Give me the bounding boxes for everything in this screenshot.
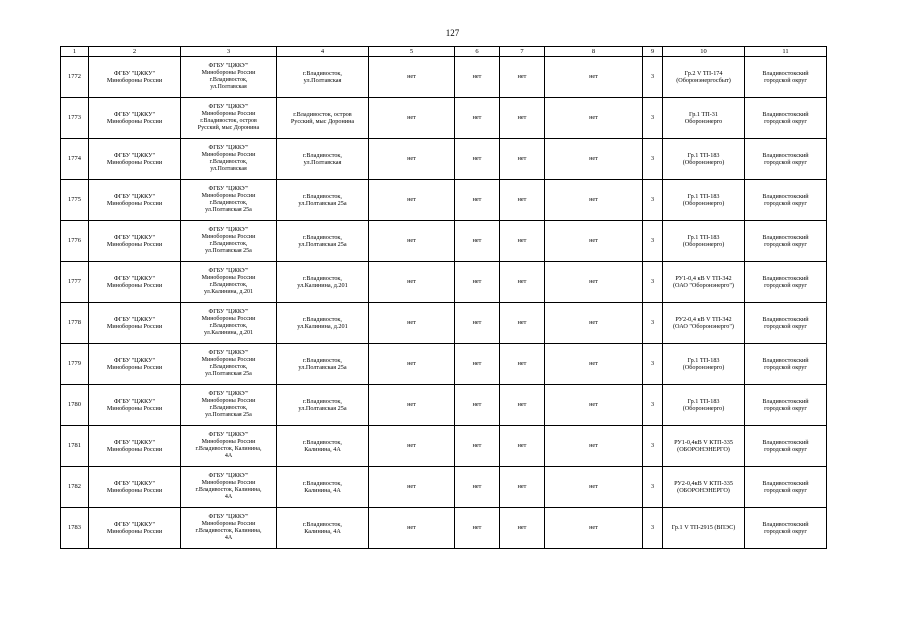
column-5-cell: нет xyxy=(369,303,455,344)
column-5-cell: нет xyxy=(369,508,455,549)
column-5-cell: нет xyxy=(369,57,455,98)
address-cell: г.Владивосток, ул.Полтавская 25а xyxy=(277,385,369,426)
column-5-cell: нет xyxy=(369,385,455,426)
address-cell: г.Владивосток, Калинина, 4А xyxy=(277,508,369,549)
column-header: 8 xyxy=(545,47,643,57)
column-7-cell: нет xyxy=(500,426,545,467)
organization-cell: ФГБУ "ЦЖКУ" Минобороны России г.Владивосток, ул.Калинина, д.201 xyxy=(181,262,277,303)
district-cell: Владивостокский городской округ xyxy=(745,385,827,426)
row-number-cell: 1774 xyxy=(61,139,89,180)
district-cell: Владивостокский городской округ xyxy=(745,221,827,262)
address-cell: г.Владивосток, ул.Полтавская xyxy=(277,139,369,180)
column-8-cell: нет xyxy=(545,262,643,303)
column-6-cell: нет xyxy=(455,139,500,180)
column-8-cell: нет xyxy=(545,98,643,139)
organization-cell: ФГБУ "ЦЖКУ" Минобороны России г.Владивосток, ул.Полтавская 25а xyxy=(181,385,277,426)
table-row xyxy=(61,344,827,385)
power-source-cell: Гр.1 ТП-183 (Оборонэнерго) xyxy=(663,344,745,385)
row-number-cell: 1780 xyxy=(61,385,89,426)
row-number-cell: 1776 xyxy=(61,221,89,262)
district-cell: Владивостокский городской округ xyxy=(745,139,827,180)
table-row xyxy=(61,426,827,467)
owner-cell: ФГБУ "ЦЖКУ" Минобороны России xyxy=(89,426,181,467)
column-6-cell: нет xyxy=(455,221,500,262)
column-5-cell: нет xyxy=(369,180,455,221)
data-table xyxy=(60,46,827,549)
district-cell: Владивостокский городской округ xyxy=(745,508,827,549)
column-8-cell: нет xyxy=(545,180,643,221)
column-5-cell: нет xyxy=(369,139,455,180)
column-header: 7 xyxy=(500,47,545,57)
table-row xyxy=(61,57,827,98)
column-8-cell: нет xyxy=(545,303,643,344)
column-7-cell: нет xyxy=(500,57,545,98)
organization-cell: ФГБУ "ЦЖКУ" Минобороны России г.Владивосток, ул.Полтавская 25а xyxy=(181,221,277,262)
column-5-cell: нет xyxy=(369,262,455,303)
row-number-cell: 1778 xyxy=(61,303,89,344)
district-cell: Владивостокский городской округ xyxy=(745,426,827,467)
power-source-cell: Гр.1 V ТП-2915 (ВПЭС) xyxy=(663,508,745,549)
category-cell: 3 xyxy=(643,262,663,303)
category-cell: 3 xyxy=(643,344,663,385)
column-7-cell: нет xyxy=(500,508,545,549)
organization-cell: ФГБУ "ЦЖКУ" Минобороны России г.Владивосток, ул.Полтавская xyxy=(181,139,277,180)
owner-cell: ФГБУ "ЦЖКУ" Минобороны России xyxy=(89,57,181,98)
column-5-cell: нет xyxy=(369,221,455,262)
district-cell: Владивостокский городской округ xyxy=(745,57,827,98)
column-header: 3 xyxy=(181,47,277,57)
address-cell: г.Владивосток, Калинина, 4А xyxy=(277,426,369,467)
table-row xyxy=(61,303,827,344)
organization-cell: ФГБУ "ЦЖКУ" Минобороны России г.Владивосток, Калинина, 4А xyxy=(181,426,277,467)
organization-cell: ФГБУ "ЦЖКУ" Минобороны России г.Владивосток, ул.Полтавская 25а xyxy=(181,344,277,385)
row-number-cell: 1777 xyxy=(61,262,89,303)
row-number-cell: 1783 xyxy=(61,508,89,549)
column-header: 6 xyxy=(455,47,500,57)
column-header: 5 xyxy=(369,47,455,57)
row-number-cell: 1773 xyxy=(61,98,89,139)
power-source-cell: Гр.1 ТП-183 (Оборонэнерго) xyxy=(663,221,745,262)
column-header: 1 xyxy=(61,47,89,57)
address-cell: г.Владивосток, остров Русский, мыс Доронина xyxy=(277,98,369,139)
table-row xyxy=(61,98,827,139)
power-source-cell: Гр.1 ТП-31 Оборонэнерго xyxy=(663,98,745,139)
table-row xyxy=(61,221,827,262)
column-header: 10 xyxy=(663,47,745,57)
table-row xyxy=(61,139,827,180)
owner-cell: ФГБУ "ЦЖКУ" Минобороны России xyxy=(89,303,181,344)
row-number-cell: 1781 xyxy=(61,426,89,467)
owner-cell: ФГБУ "ЦЖКУ" Минобороны России xyxy=(89,180,181,221)
column-8-cell: нет xyxy=(545,385,643,426)
column-header: 4 xyxy=(277,47,369,57)
address-cell: г.Владивосток, Калинина, 4А xyxy=(277,467,369,508)
owner-cell: ФГБУ "ЦЖКУ" Минобороны России xyxy=(89,344,181,385)
row-number-cell: 1775 xyxy=(61,180,89,221)
column-7-cell: нет xyxy=(500,180,545,221)
column-5-cell: нет xyxy=(369,98,455,139)
column-header: 2 xyxy=(89,47,181,57)
power-source-cell: РУ2-0,4кВ V КТП-335 (ОБОРОНЭНЕРГО) xyxy=(663,467,745,508)
category-cell: 3 xyxy=(643,303,663,344)
address-cell: г.Владивосток, ул.Полтавская 25а xyxy=(277,180,369,221)
column-5-cell: нет xyxy=(369,344,455,385)
owner-cell: ФГБУ "ЦЖКУ" Минобороны России xyxy=(89,98,181,139)
column-6-cell: нет xyxy=(455,303,500,344)
column-7-cell: нет xyxy=(500,467,545,508)
row-number-cell: 1782 xyxy=(61,467,89,508)
column-8-cell: нет xyxy=(545,426,643,467)
category-cell: 3 xyxy=(643,57,663,98)
column-8-cell: нет xyxy=(545,508,643,549)
column-6-cell: нет xyxy=(455,385,500,426)
organization-cell: ФГБУ "ЦЖКУ" Минобороны России г.Владивосток, ул.Калинина, д.201 xyxy=(181,303,277,344)
column-8-cell: нет xyxy=(545,57,643,98)
table-row xyxy=(61,467,827,508)
power-source-cell: Гр.1 ТП-183 (Оборонэнерго) xyxy=(663,139,745,180)
column-6-cell: нет xyxy=(455,508,500,549)
category-cell: 3 xyxy=(643,467,663,508)
row-number-cell: 1779 xyxy=(61,344,89,385)
header-row xyxy=(61,47,827,57)
owner-cell: ФГБУ "ЦЖКУ" Минобороны России xyxy=(89,385,181,426)
organization-cell: ФГБУ "ЦЖКУ" Минобороны России г.Владивосток, Калинина, 4А xyxy=(181,467,277,508)
table-row xyxy=(61,508,827,549)
column-header: 9 xyxy=(643,47,663,57)
owner-cell: ФГБУ "ЦЖКУ" Минобороны России xyxy=(89,221,181,262)
power-source-cell: Гр.2 V ТП-174 (Оборонэнергосбыт) xyxy=(663,57,745,98)
category-cell: 3 xyxy=(643,426,663,467)
district-cell: Владивостокский городской округ xyxy=(745,344,827,385)
column-8-cell: нет xyxy=(545,139,643,180)
power-source-cell: Гр.1 ТП-183 (Оборонэнерго) xyxy=(663,180,745,221)
column-7-cell: нет xyxy=(500,344,545,385)
owner-cell: ФГБУ "ЦЖКУ" Минобороны России xyxy=(89,467,181,508)
column-6-cell: нет xyxy=(455,262,500,303)
category-cell: 3 xyxy=(643,385,663,426)
address-cell: г.Владивосток, ул.Калинина, д.201 xyxy=(277,262,369,303)
page-number: 127 xyxy=(445,28,460,38)
district-cell: Владивостокский городской округ xyxy=(745,467,827,508)
column-7-cell: нет xyxy=(500,98,545,139)
organization-cell: ФГБУ "ЦЖКУ" Минобороны России г.Владивосток, остров Русский, мыс Доронина xyxy=(181,98,277,139)
column-7-cell: нет xyxy=(500,262,545,303)
category-cell: 3 xyxy=(643,139,663,180)
column-5-cell: нет xyxy=(369,467,455,508)
power-source-cell: Гр.1 ТП-183 (Оборонэнерго) xyxy=(663,385,745,426)
column-6-cell: нет xyxy=(455,467,500,508)
column-8-cell: нет xyxy=(545,344,643,385)
power-source-cell: РУ2-0,4 кВ V ТП-342 (ОАО "Оборонэнерго") xyxy=(663,303,745,344)
district-cell: Владивостокский городской округ xyxy=(745,262,827,303)
power-source-cell: РУ1-0,4кВ V КТП-335 (ОБОРОНЭНЕРГО) xyxy=(663,426,745,467)
column-7-cell: нет xyxy=(500,139,545,180)
category-cell: 3 xyxy=(643,98,663,139)
organization-cell: ФГБУ "ЦЖКУ" Минобороны России г.Владивосток, ул.Полтавская 25а xyxy=(181,180,277,221)
category-cell: 3 xyxy=(643,180,663,221)
column-6-cell: нет xyxy=(455,426,500,467)
row-number-cell: 1772 xyxy=(61,57,89,98)
category-cell: 3 xyxy=(643,221,663,262)
column-header: 11 xyxy=(745,47,827,57)
column-8-cell: нет xyxy=(545,467,643,508)
column-8-cell: нет xyxy=(545,221,643,262)
organization-cell: ФГБУ "ЦЖКУ" Минобороны России г.Владивосток, ул.Полтавская xyxy=(181,57,277,98)
table-row xyxy=(61,385,827,426)
owner-cell: ФГБУ "ЦЖКУ" Минобороны России xyxy=(89,508,181,549)
owner-cell: ФГБУ "ЦЖКУ" Минобороны России xyxy=(89,139,181,180)
column-7-cell: нет xyxy=(500,221,545,262)
column-5-cell: нет xyxy=(369,426,455,467)
table-body xyxy=(61,57,827,549)
category-cell: 3 xyxy=(643,508,663,549)
organization-cell: ФГБУ "ЦЖКУ" Минобороны России г.Владивосток, Калинина, 4А xyxy=(181,508,277,549)
address-cell: г.Владивосток, ул.Полтавская 25а xyxy=(277,344,369,385)
address-cell: г.Владивосток, ул.Калинина, д.201 xyxy=(277,303,369,344)
district-cell: Владивостокский городской округ xyxy=(745,98,827,139)
column-6-cell: нет xyxy=(455,57,500,98)
district-cell: Владивостокский городской округ xyxy=(745,180,827,221)
column-7-cell: нет xyxy=(500,303,545,344)
address-cell: г.Владивосток, ул.Полтавская xyxy=(277,57,369,98)
column-6-cell: нет xyxy=(455,344,500,385)
table-row xyxy=(61,262,827,303)
power-source-cell: РУ1-0,4 кВ V ТП-342 (ОАО "Оборонэнерго") xyxy=(663,262,745,303)
table-row xyxy=(61,180,827,221)
district-cell: Владивостокский городской округ xyxy=(745,303,827,344)
address-cell: г.Владивосток, ул.Полтавская 25а xyxy=(277,221,369,262)
column-6-cell: нет xyxy=(455,98,500,139)
owner-cell: ФГБУ "ЦЖКУ" Минобороны России xyxy=(89,262,181,303)
column-6-cell: нет xyxy=(455,180,500,221)
column-7-cell: нет xyxy=(500,385,545,426)
